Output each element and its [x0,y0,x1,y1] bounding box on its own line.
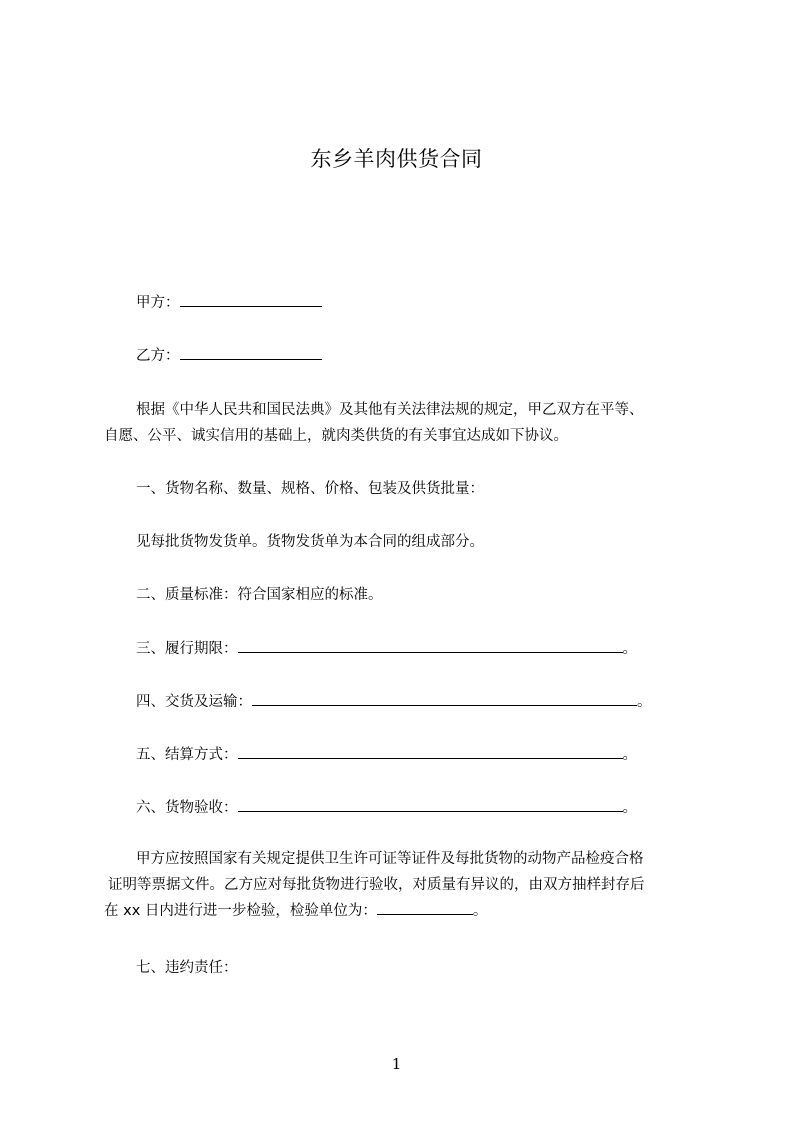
clause-5-line [136,744,637,765]
clause-4-label: 四、交货及运输： [136,694,252,710]
inspection-line-3 [104,898,704,924]
clause-7-heading: 七、违约责任： [136,960,238,976]
clause-5-label: 五、结算方式： [136,747,238,763]
clause-3-label: 三、履行期限： [136,641,238,657]
intro-line-1: 根据《中华人民共和国民法典》及其他有关法律法规的规定，甲乙双方在平等、 [136,402,644,418]
inspection-line-2: 证明等票据文件。乙方应对每批货物进行验收，对质量有异议的，由双方抽样封存后 [108,877,645,893]
party-b-blank [180,345,322,360]
document-title: 东乡羊肉供货合同 [310,147,483,171]
intro-line-2: 自愿、公平、诚实信用的基础上，就肉类供货的有关事宜达成如下协议。 [104,428,568,444]
page-number: 1 [391,1055,402,1073]
clause-6-blank [238,797,623,812]
party-a-label: 甲方： [136,295,180,311]
clause-6-label: 六、货物验收： [136,800,238,816]
clause-4-blank [252,691,637,706]
clause-6-line [136,797,637,818]
inspection-paragraph [104,846,704,924]
inspection-unit-blank [377,900,473,915]
clause-6-end: 。 [622,800,637,816]
party-a-line [136,292,322,313]
inspection-line-1: 甲方应按照国家有关规定提供卫生许可证等证件及每批货物的动物产品检疫合格 [136,851,644,867]
clause-5-blank [238,744,623,759]
clause-2: 二、质量标准：符合国家相应的标准。 [136,587,383,603]
party-a-blank [180,292,322,307]
party-b-line [136,345,322,366]
clause-4-line [136,691,652,712]
inspection-line-3-end: 。 [472,903,488,919]
clause-5-end: 。 [622,747,637,763]
clause-4-end: 。 [637,694,652,710]
party-b-label: 乙方： [136,348,180,364]
clause-1-body: 见每批货物发货单。货物发货单为本合同的组成部分。 [136,534,484,550]
inspection-line-3-prefix: 在 xx 日内进行进一步检验，检验单位为： [104,903,377,919]
clause-3-line [136,638,637,659]
intro-paragraph [104,397,704,449]
clause-3-blank [238,638,623,653]
clause-3-end: 。 [622,641,637,657]
clause-1-heading: 一、货物名称、数量、规格、价格、包装及供货批量： [136,481,484,497]
